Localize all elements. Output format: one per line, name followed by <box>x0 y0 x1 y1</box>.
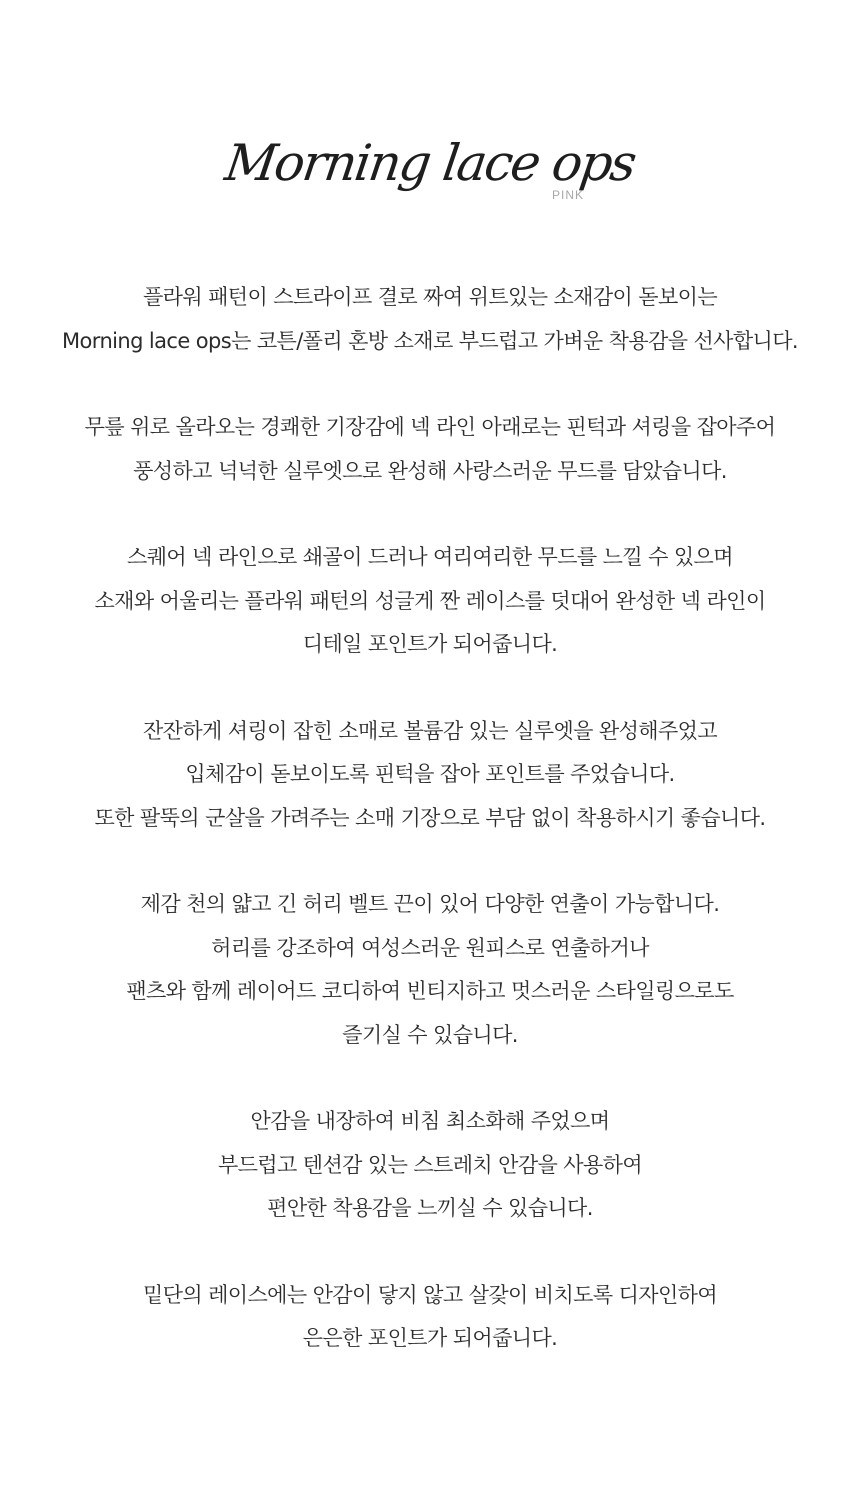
paragraph-neckline <box>0 536 860 667</box>
text-line: 스퀘어 넥 라인으로 쇄골이 드러나 여리여리한 무드를 느낄 수 있으며 <box>127 545 733 569</box>
text-line: 편안한 착용감을 느끼실 수 있습니다. <box>267 1196 593 1220</box>
text-line: 또한 팔뚝의 군살을 가려주는 소매 기장으로 부담 없이 착용하시기 좋습니다. <box>94 805 766 830</box>
text-line: 안감을 내장하여 비침 최소화해 주었으며 <box>250 1109 610 1133</box>
text-line: Morning lace ops는 코튼/폴리 혼방 소재로 부드럽고 가벼운 착용감을 선사합니다. <box>62 328 798 353</box>
paragraph-length <box>0 406 860 493</box>
text-line: 부드럽고 텐션감 있는 스트레치 안감을 사용하여 <box>217 1152 643 1177</box>
text-line: 밑단의 레이스에는 안감이 닿지 않고 살갗이 비치도록 디자인하여 <box>142 1282 718 1307</box>
paragraph-sleeve <box>0 710 860 841</box>
paragraph-belt <box>0 883 860 1057</box>
text-line: 은은한 포인트가 되어줍니다. <box>302 1326 558 1350</box>
paragraph-hem <box>0 1274 860 1361</box>
text-line: 허리를 강조하여 여성스러운 원피스로 연출하거나 <box>211 935 649 960</box>
description-content <box>0 276 860 1404</box>
color-subtitle: PINK <box>552 188 585 202</box>
text-line: 디테일 포인트가 되어줍니다. <box>302 632 558 656</box>
text-line: 팬츠와 함께 레이어드 코디하여 빈티지하고 멋스러운 스타일링으로도 <box>126 979 734 1003</box>
product-title: Morning lace ops <box>221 134 639 192</box>
title-block <box>0 128 860 218</box>
text-line: 잔잔하게 셔링이 잡힌 소매로 볼륨감 있는 실루엣을 완성해주었고 <box>142 718 718 743</box>
paragraph-lining <box>0 1100 860 1231</box>
text-line: 입체감이 돋보이도록 핀턱을 잡아 포인트를 주었습니다. <box>185 762 675 786</box>
text-line: 풍성하고 넉넉한 실루엣으로 완성해 사랑스러운 무드를 담았습니다. <box>133 458 727 483</box>
text-line: 제감 천의 얇고 긴 허리 벨트 끈이 있어 다양한 연출이 가능합니다. <box>140 892 720 916</box>
paragraph-fabric <box>0 276 860 363</box>
text-line: 무릎 위로 올라오는 경쾌한 기장감에 넥 라인 아래로는 핀턱과 셔링을 잡아주어 <box>84 415 776 439</box>
text-line: 소재와 어울리는 플라워 패턴의 성글게 짠 레이스를 덧대어 완성한 넥 라인이 <box>94 588 766 613</box>
text-line: 플라워 패턴이 스트라이프 결로 짜여 위트있는 소재감이 돋보이는 <box>142 285 718 309</box>
text-line: 즐기실 수 있습니다. <box>342 1022 518 1047</box>
